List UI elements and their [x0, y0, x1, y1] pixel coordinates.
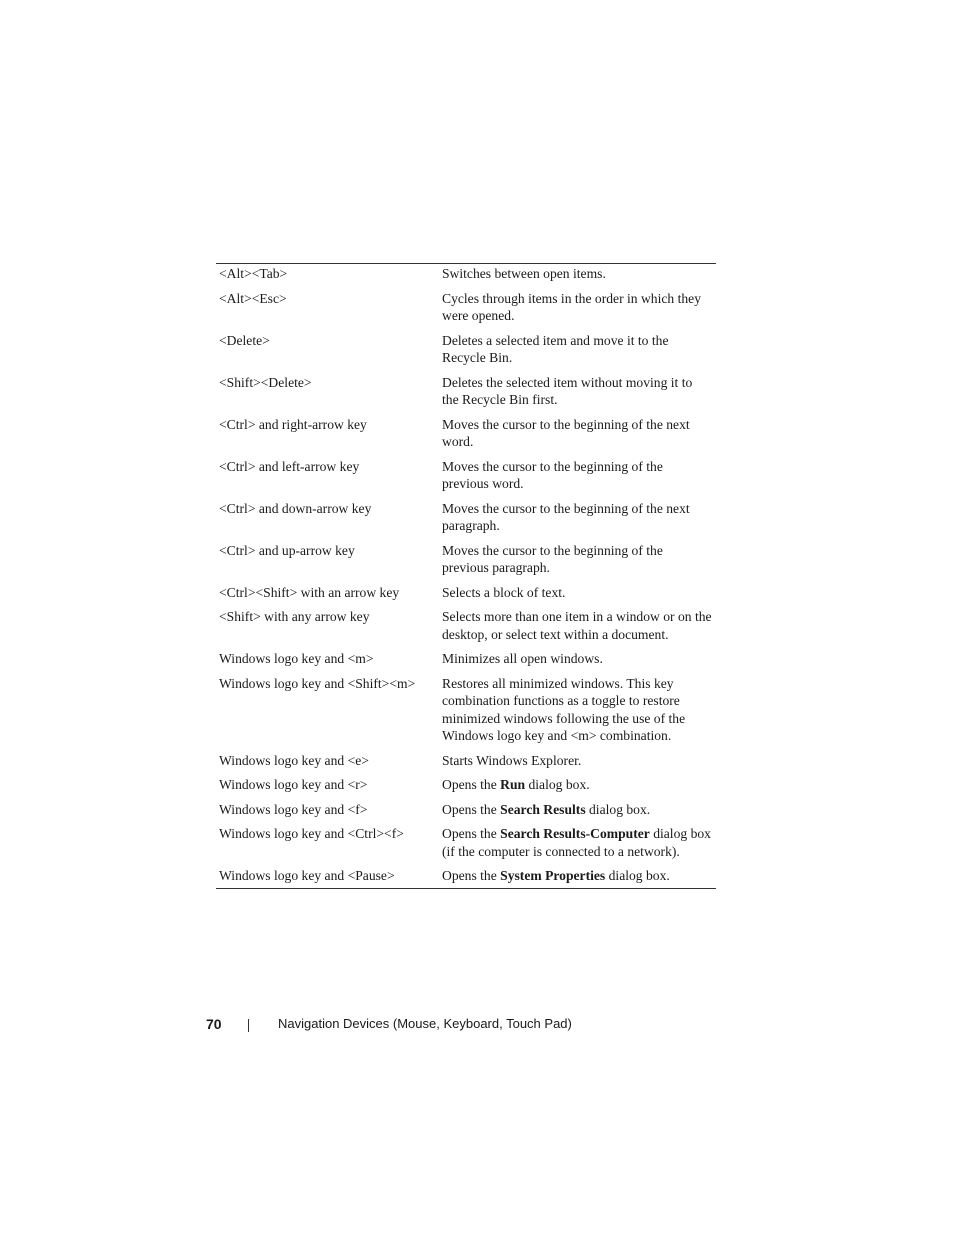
ui-term: Run [500, 777, 526, 793]
description-text: Starts Windows Explorer. [442, 752, 582, 768]
shortcut-description-cell [442, 414, 716, 456]
shortcut-description-cell [442, 799, 716, 824]
shortcut-key-cell: <Shift> with any arrow key [219, 609, 370, 625]
shortcut-description-cell [442, 288, 716, 330]
table-row [216, 414, 716, 456]
shortcut-key-cell: <Shift><Delete> [219, 374, 312, 390]
shortcut-description-cell [442, 774, 716, 799]
table-row [216, 582, 716, 607]
ui-term: System Properties [500, 868, 606, 884]
description-text: dialog box (if the computer is connected to a network). [442, 826, 711, 859]
shortcut-description-cell [442, 540, 716, 582]
description-text: Cycles through items in the order in which they were opened. [442, 290, 701, 323]
table-row [216, 540, 716, 582]
shortcut-description-cell [442, 498, 716, 540]
shortcut-key-cell: Windows logo key and <Shift><m> [219, 675, 416, 691]
shortcut-description-cell [442, 823, 716, 865]
description-text: dialog box. [525, 777, 590, 793]
description-text: Moves the cursor to the beginning of the previous paragraph. [442, 542, 663, 575]
table-row [216, 823, 716, 865]
table-row [216, 372, 716, 414]
shortcut-key-cell: Windows logo key and <Ctrl><f> [219, 826, 404, 842]
footer-separator [248, 1019, 249, 1032]
shortcut-table-body [216, 264, 716, 889]
description-text: Moves the cursor to the beginning of the next paragraph. [442, 500, 690, 533]
shortcut-description-cell [442, 750, 716, 775]
description-text: dialog box. [605, 868, 670, 884]
description-text: Deletes the selected item without moving it to the Recycle Bin first. [442, 374, 693, 407]
shortcut-description-cell [442, 606, 716, 648]
shortcut-key-cell: Windows logo key and <r> [219, 777, 368, 793]
shortcut-key-cell: <Ctrl> and left-arrow key [219, 458, 360, 474]
description-text: Selects a block of text. [442, 584, 566, 600]
shortcut-table [216, 263, 716, 889]
description-text: Opens the [442, 826, 501, 842]
description-text: Moves the cursor to the beginning of the next word. [442, 416, 690, 449]
description-text: Switches between open items. [442, 266, 606, 281]
shortcut-description-cell [442, 330, 716, 372]
shortcut-key-cell: <Ctrl> and right-arrow key [219, 416, 367, 432]
ui-term: Search Results-Computer [500, 826, 650, 842]
shortcut-description-cell [442, 865, 716, 888]
footer-section-title: Navigation Devices (Mouse, Keyboard, Touch Pad) [278, 1016, 572, 1031]
page-footer [0, 1016, 954, 1036]
table-row [216, 456, 716, 498]
description-text: Opens the [442, 868, 501, 884]
description-text: Selects more than one item in a window or on the desktop, or select text within a document. [442, 609, 712, 642]
shortcut-key-cell: Windows logo key and <Pause> [219, 868, 395, 884]
shortcut-key-cell: <Ctrl> and up-arrow key [219, 542, 355, 558]
table-row [216, 750, 716, 775]
shortcut-description-cell [442, 582, 716, 607]
shortcut-key-cell: <Alt><Esc> [219, 290, 287, 306]
table-row [216, 264, 716, 288]
shortcut-description-cell [442, 648, 716, 673]
shortcut-key-cell: Windows logo key and <f> [219, 801, 368, 817]
shortcut-description-cell [442, 372, 716, 414]
shortcut-key-cell: Windows logo key and <e> [219, 752, 369, 768]
description-text: dialog box. [585, 801, 651, 817]
table-row [216, 865, 716, 888]
shortcut-key-cell: <Ctrl><Shift> with an arrow key [219, 584, 400, 600]
shortcut-description-cell [442, 264, 716, 288]
shortcut-key-cell: <Alt><Tab> [219, 266, 288, 281]
shortcut-key-cell: <Delete> [219, 332, 270, 348]
shortcut-description-cell [442, 673, 716, 750]
ui-term: Search Results [500, 801, 586, 817]
description-text: Restores all minimized windows. This key combination functions as a toggle to restore minimized windows following the use of the Windows logo key and <m> combination. [442, 675, 686, 743]
table-row [216, 606, 716, 648]
table-row [216, 330, 716, 372]
table-row [216, 799, 716, 824]
description-text: Minimizes all open windows. [442, 651, 603, 667]
table-row [216, 498, 716, 540]
description-text: Deletes a selected item and move it to the Recycle Bin. [442, 332, 669, 365]
table-row [216, 648, 716, 673]
shortcut-description-cell [442, 456, 716, 498]
table-row [216, 288, 716, 330]
page-number: 70 [206, 1016, 222, 1032]
shortcut-key-cell: <Ctrl> and down-arrow key [219, 500, 372, 516]
description-text: Opens the [442, 777, 501, 793]
description-text: Moves the cursor to the beginning of the previous word. [442, 458, 663, 491]
table-row [216, 673, 716, 750]
shortcut-key-cell: Windows logo key and <m> [219, 651, 374, 667]
table-row [216, 774, 716, 799]
description-text: Opens the [442, 801, 501, 817]
